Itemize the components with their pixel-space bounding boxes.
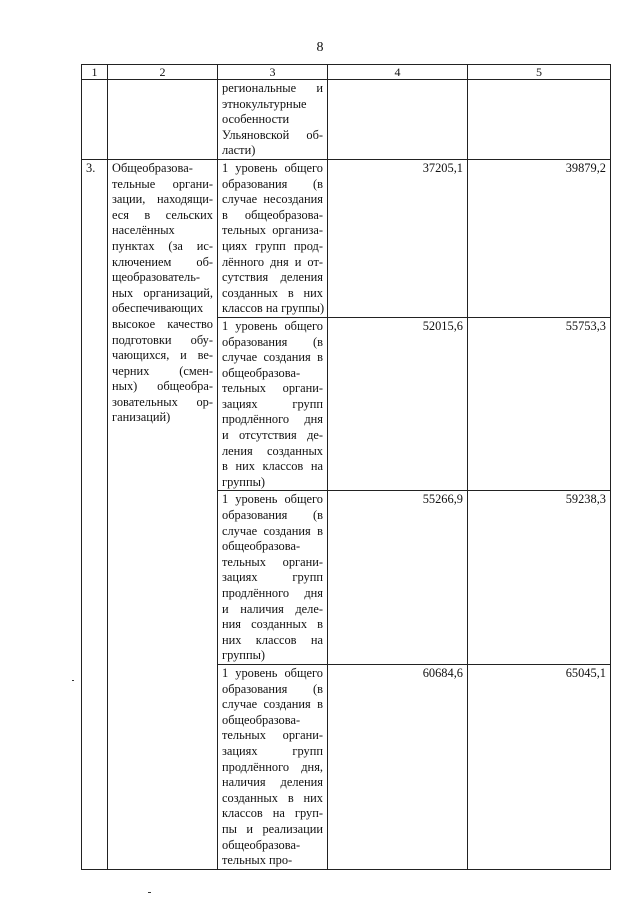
text-line: в общеобразова- (222, 207, 323, 222)
text-line: наличия деления (222, 775, 323, 790)
text-line: классов на груп- (222, 806, 323, 821)
text-line: группы) (222, 648, 266, 663)
value-col4: 52015,6 (328, 317, 468, 491)
text-line: продлённого дня, (222, 759, 323, 774)
value-col4: 60684,6 (328, 664, 468, 869)
text-line: высокое качество (112, 316, 213, 331)
text-line: тельных органи- (222, 728, 323, 743)
page-number: 8 (316, 40, 324, 55)
text-line: сутствия деления (222, 270, 323, 285)
text-line: циях групп прод- (222, 238, 323, 253)
text-line: классов на группы) (222, 301, 325, 316)
text-line: региональные и (222, 81, 323, 95)
value-col5: 39879,2 (468, 159, 611, 317)
text-line: 1 уровень общего (222, 492, 323, 507)
text-line: этнокультурные (222, 96, 307, 111)
text-line: 1 уровень общего (222, 160, 323, 175)
value-col5: 55753,3 (468, 317, 611, 491)
text-line: ния созданных в (222, 617, 323, 632)
empty-cell (82, 80, 108, 160)
value-col4: 55266,9 (328, 491, 468, 665)
value-col5: 65045,1 (468, 664, 611, 869)
text-line: щеобразователь- (112, 270, 200, 285)
text-line: тельные органи- (112, 176, 213, 191)
text-line: зациях групп (222, 396, 323, 411)
tariff-table (81, 64, 611, 870)
header-cell-2: 2 (108, 65, 218, 80)
education-level-description (218, 317, 328, 491)
header-cell-4: 4 (328, 65, 468, 80)
text-line: чающихся, и ве- (112, 348, 213, 363)
text-line: случае создания в (222, 523, 323, 538)
text-line: лённого дня и от- (222, 254, 323, 269)
text-line: тельных про- (222, 853, 293, 868)
education-level-description (218, 664, 328, 869)
text-line: и наличия деле- (222, 601, 323, 616)
text-line: 1 уровень общего (222, 318, 323, 333)
text-line: особенности (222, 112, 290, 127)
text-line: черних (смен- (112, 363, 213, 378)
text-line: населённых (112, 223, 175, 238)
header-cell-5: 5 (468, 65, 611, 80)
organization-type (108, 159, 218, 869)
text-line: ных организаций, (112, 285, 213, 300)
text-line: случае несоздания (222, 192, 323, 207)
text-line: 1 уровень общего (222, 665, 323, 680)
text-line: ключением об- (112, 254, 213, 269)
text-line: созданных в них (222, 790, 323, 805)
text-line: общеобразова- (222, 539, 301, 554)
education-level-description (218, 159, 328, 317)
row-number: 3. (82, 159, 108, 869)
text-line: в них классов на (222, 459, 323, 474)
text-line: случае создания в (222, 350, 323, 365)
empty-cell (468, 80, 611, 160)
text-line: группы) (222, 474, 266, 489)
value-col4: 37205,1 (328, 159, 468, 317)
text-line: зовательных ор- (112, 394, 213, 409)
text-line: зациях групп (222, 743, 323, 758)
text-line: ных) общеобра- (112, 379, 213, 394)
table-row (82, 159, 611, 317)
text-line: продлённого дня (222, 586, 323, 600)
text-line: ласти) (222, 143, 256, 158)
text-line: продлённого дня (222, 412, 323, 427)
text-line: Ульяновской об- (222, 127, 323, 142)
text-line: обеспечивающих (112, 301, 204, 316)
text-line: общеобразова- (222, 365, 301, 380)
text-line: и отсутствия де- (222, 428, 323, 443)
education-level-description (218, 491, 328, 665)
table-row-continuation (82, 80, 611, 160)
text-line: них классов на (222, 632, 323, 647)
continuation-description (218, 80, 328, 160)
text-line: общеобразова- (222, 712, 301, 727)
text-line: тельных органи- (222, 554, 323, 569)
value-col5: 59238,3 (468, 491, 611, 665)
empty-cell (328, 80, 468, 160)
text-line: образования (в (222, 681, 323, 696)
text-line: созданных в них (222, 285, 323, 300)
text-line: подготовки обу- (112, 332, 213, 347)
text-line: ления созданных (222, 443, 323, 458)
text-line: образования (в (222, 334, 323, 349)
empty-cell (108, 80, 218, 160)
table-header-row (82, 65, 611, 80)
text-line: пы и реализации (222, 821, 323, 836)
text-line: образования (в (222, 176, 323, 191)
text-line: тельных организа- (222, 223, 323, 238)
text-line: тельных органи- (222, 381, 323, 396)
scan-speck (72, 680, 74, 681)
text-line: ганизаций) (112, 410, 171, 425)
header-cell-3: 3 (218, 65, 328, 80)
text-line: зациях групп (222, 570, 323, 585)
text-line: еся в сельских (112, 207, 213, 222)
scan-speck (148, 892, 151, 893)
text-line: общеобразова- (222, 837, 301, 852)
text-line: пунктах (за ис- (112, 238, 213, 253)
text-line: образования (в (222, 508, 323, 523)
header-cell-1: 1 (82, 65, 108, 80)
text-line: зации, находящи- (112, 192, 213, 207)
text-line: Общеобразова- (112, 160, 193, 175)
text-line: случае создания в (222, 697, 323, 712)
